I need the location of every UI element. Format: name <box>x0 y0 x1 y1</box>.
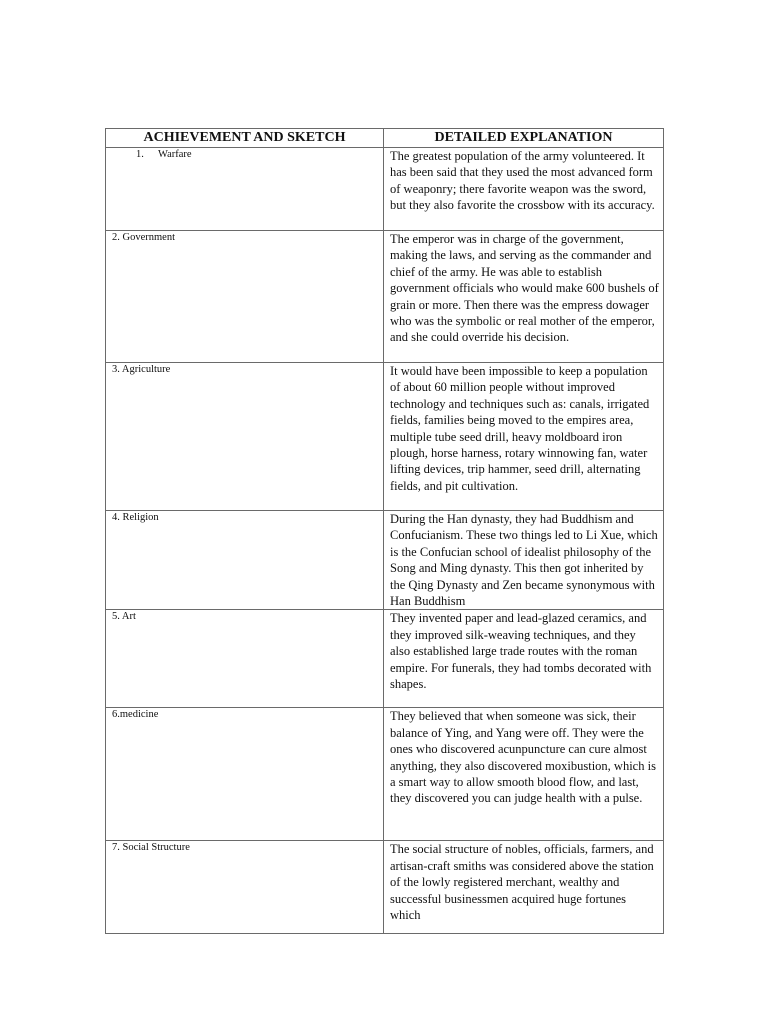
row-label-social-structure: 7. Social Structure <box>106 841 384 934</box>
header-achievement: ACHIEVEMENT AND SKETCH <box>106 129 384 148</box>
table-row <box>106 148 664 231</box>
table-row <box>106 511 664 610</box>
row-explanation-government: The emperor was in charge of the government, making the laws, and serving as the commander and chief of the army. He was able to establish government officials who would make 600 bushels of grain or more. Then there was the empress dowager who was the symbolic or real mother of the emperor, and she could override his decision. <box>384 231 664 363</box>
table-row <box>106 231 664 363</box>
row-explanation-agriculture: It would have been impossible to keep a population of about 60 million people without improved technology and techniques such as: canals, irrigated fields, families being moved to the empires area, multiple tube seed drill, heavy moldboard iron plough, horse harness, rotary winnowing fan, water lifting devices, trip hammer, seed drill, alternating fields, and pit cultivation. <box>384 363 664 511</box>
row-label-art: 5. Art <box>106 610 384 708</box>
table-row <box>106 708 664 841</box>
row-number: 1. <box>136 149 144 160</box>
row-label-medicine: 6.medicine <box>106 708 384 841</box>
row-label-warfare <box>106 148 384 231</box>
row-label-text: Warfare <box>158 149 192 160</box>
row-explanation-warfare: The greatest population of the army volunteered. It has been said that they used the most advanced form of weaponry; there favorite weapon was the sword, but they also favorite the crossbow with its accuracy. <box>384 148 664 231</box>
table-row <box>106 610 664 708</box>
table-row <box>106 363 664 511</box>
row-explanation-art: They invented paper and lead-glazed ceramics, and they improved silk-weaving techniques, and they also established large trade routes with the roman empire. For funerals, they had tombs decorated with shapes. <box>384 610 664 708</box>
header-explanation: DETAILED EXPLANATION <box>384 129 664 148</box>
achievements-table <box>105 128 664 934</box>
row-label-religion: 4. Religion <box>106 511 384 610</box>
row-label-government: 2. Government <box>106 231 384 363</box>
row-explanation-medicine: They believed that when someone was sick, their balance of Ying, and Yang were off. They were the ones who discovered acunpuncture can cure almost anything, they also discovered moxibustion, which is a smart way to allow smooth blood flow, and last, they discovered you can judge health with a pulse. <box>384 708 664 841</box>
table-row <box>106 841 664 934</box>
row-label-agriculture: 3. Agriculture <box>106 363 384 511</box>
row-explanation-religion: During the Han dynasty, they had Buddhism and Confucianism. These two things led to Li Xue, which is the Confucian school of idealist philosophy of the Song and Ming dynasty. This then got inherited by the Qing Dynasty and Zen became synonymous with Han Buddhism <box>384 511 664 610</box>
row-explanation-social-structure: The social structure of nobles, officials, farmers, and artisan-craft smiths was considered above the station of the lowly registered merchant, wealthy and successful businessmen acquired huge fortunes which <box>384 841 664 934</box>
table-header-row <box>106 129 664 148</box>
